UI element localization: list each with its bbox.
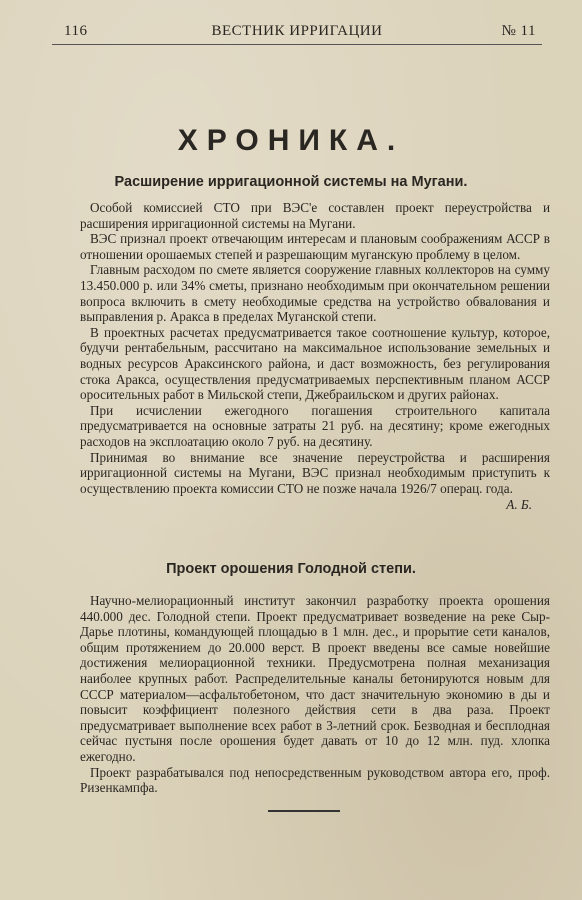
paragraph: При исчислении ежегодного погашения строительного капитала предусматривается на основные затраты 21 руб. на десятину; кроме ежегодных расходов на эксплоатацию около 7 руб. на десятину. bbox=[80, 402, 550, 449]
paragraph: Проект разрабатывался под непосредственным руководством автора его, проф. Ризенкампфа. bbox=[80, 764, 550, 796]
issue-number: № 11 bbox=[501, 23, 536, 39]
paragraph: ВЭС признал проект отвечающим интересам и плановым соображениям АССР в отношении орошаемых степей и разрешающим муганскую проблему в целом. bbox=[80, 231, 550, 262]
paragraph: Особой комиссией СТО при ВЭС'е составлен проект переустройства и расширения ирригационной системы на Мугани. bbox=[80, 200, 550, 231]
page-number: 116 bbox=[64, 23, 88, 39]
article-body-mugan bbox=[80, 200, 550, 513]
article-body-golodnaya-step bbox=[80, 593, 550, 796]
paragraph: Принимая во внимание все значение переустройства и расширения ирригационной системы на Мугани, ВЭС признал необходимым приступить к осуществлению проекта комиссии СТО не позже начала 1926/7 операц. года. bbox=[80, 449, 550, 496]
journal-title: ВЕСТНИК ИРРИГАЦИИ bbox=[211, 23, 383, 39]
running-header bbox=[52, 22, 542, 45]
paragraph: Научно-мелиорационный институт закончил разработку проекта орошения 440.000 дес. Голодной степи. Проект предусматривает возведение на реке Сыр-Дарье плотины, командующей площадью в 1 млн. дес., и прорытие сети каналов, общим протяжением до 20.000 верст. В проект введены все самые новейшие достижения мелиорационной техники. Предусмотрена полная механизация наиболее крупных работ. Распределительные каналы бетонируются новым для СССР материалом—асфальтобетоном, что даст значительную экономию в ды и повысит коэффициент полезного действия сети в два раза. Проект предусматривает выполнение всех работ в 3-летний срок. Безводная и бесплодная сейчас пустыня после орошения будет давать от 10 до 12 млн. пуд. хлопка ежегодно. bbox=[80, 593, 550, 764]
article-heading-golodnaya-step: Проект орошения Голодной степи. bbox=[166, 561, 416, 577]
author-signature: А. Б. bbox=[506, 497, 532, 513]
article-heading-mugan: Расширение ирригационной системы на Мугани. bbox=[114, 174, 468, 190]
closing-rule bbox=[268, 810, 340, 812]
paragraph: В проектных расчетах предусматривается такое соотношение культур, которое, будучи рентабельным, рассчитано на максимальное использование земельных и водных ресурсов Араксинского района, и даст возможность, без регулирования стока Аракса, осуществления предусматриваемых перспективным планом АССР оросительных работ в Мильской степи, Джебраильском и других районах. bbox=[80, 324, 550, 403]
paragraph: Главным расходом по смете является сооружение главных коллекторов на сумму 13.450.000 р. или 34% сметы, признано необходимым при окончательном решении вопроса включить в смету необходимые средства на устройство обвалования и выправления р. Аракса в пределах Муганской степи. bbox=[80, 262, 550, 325]
section-title: ХРОНИКА. bbox=[177, 124, 405, 157]
